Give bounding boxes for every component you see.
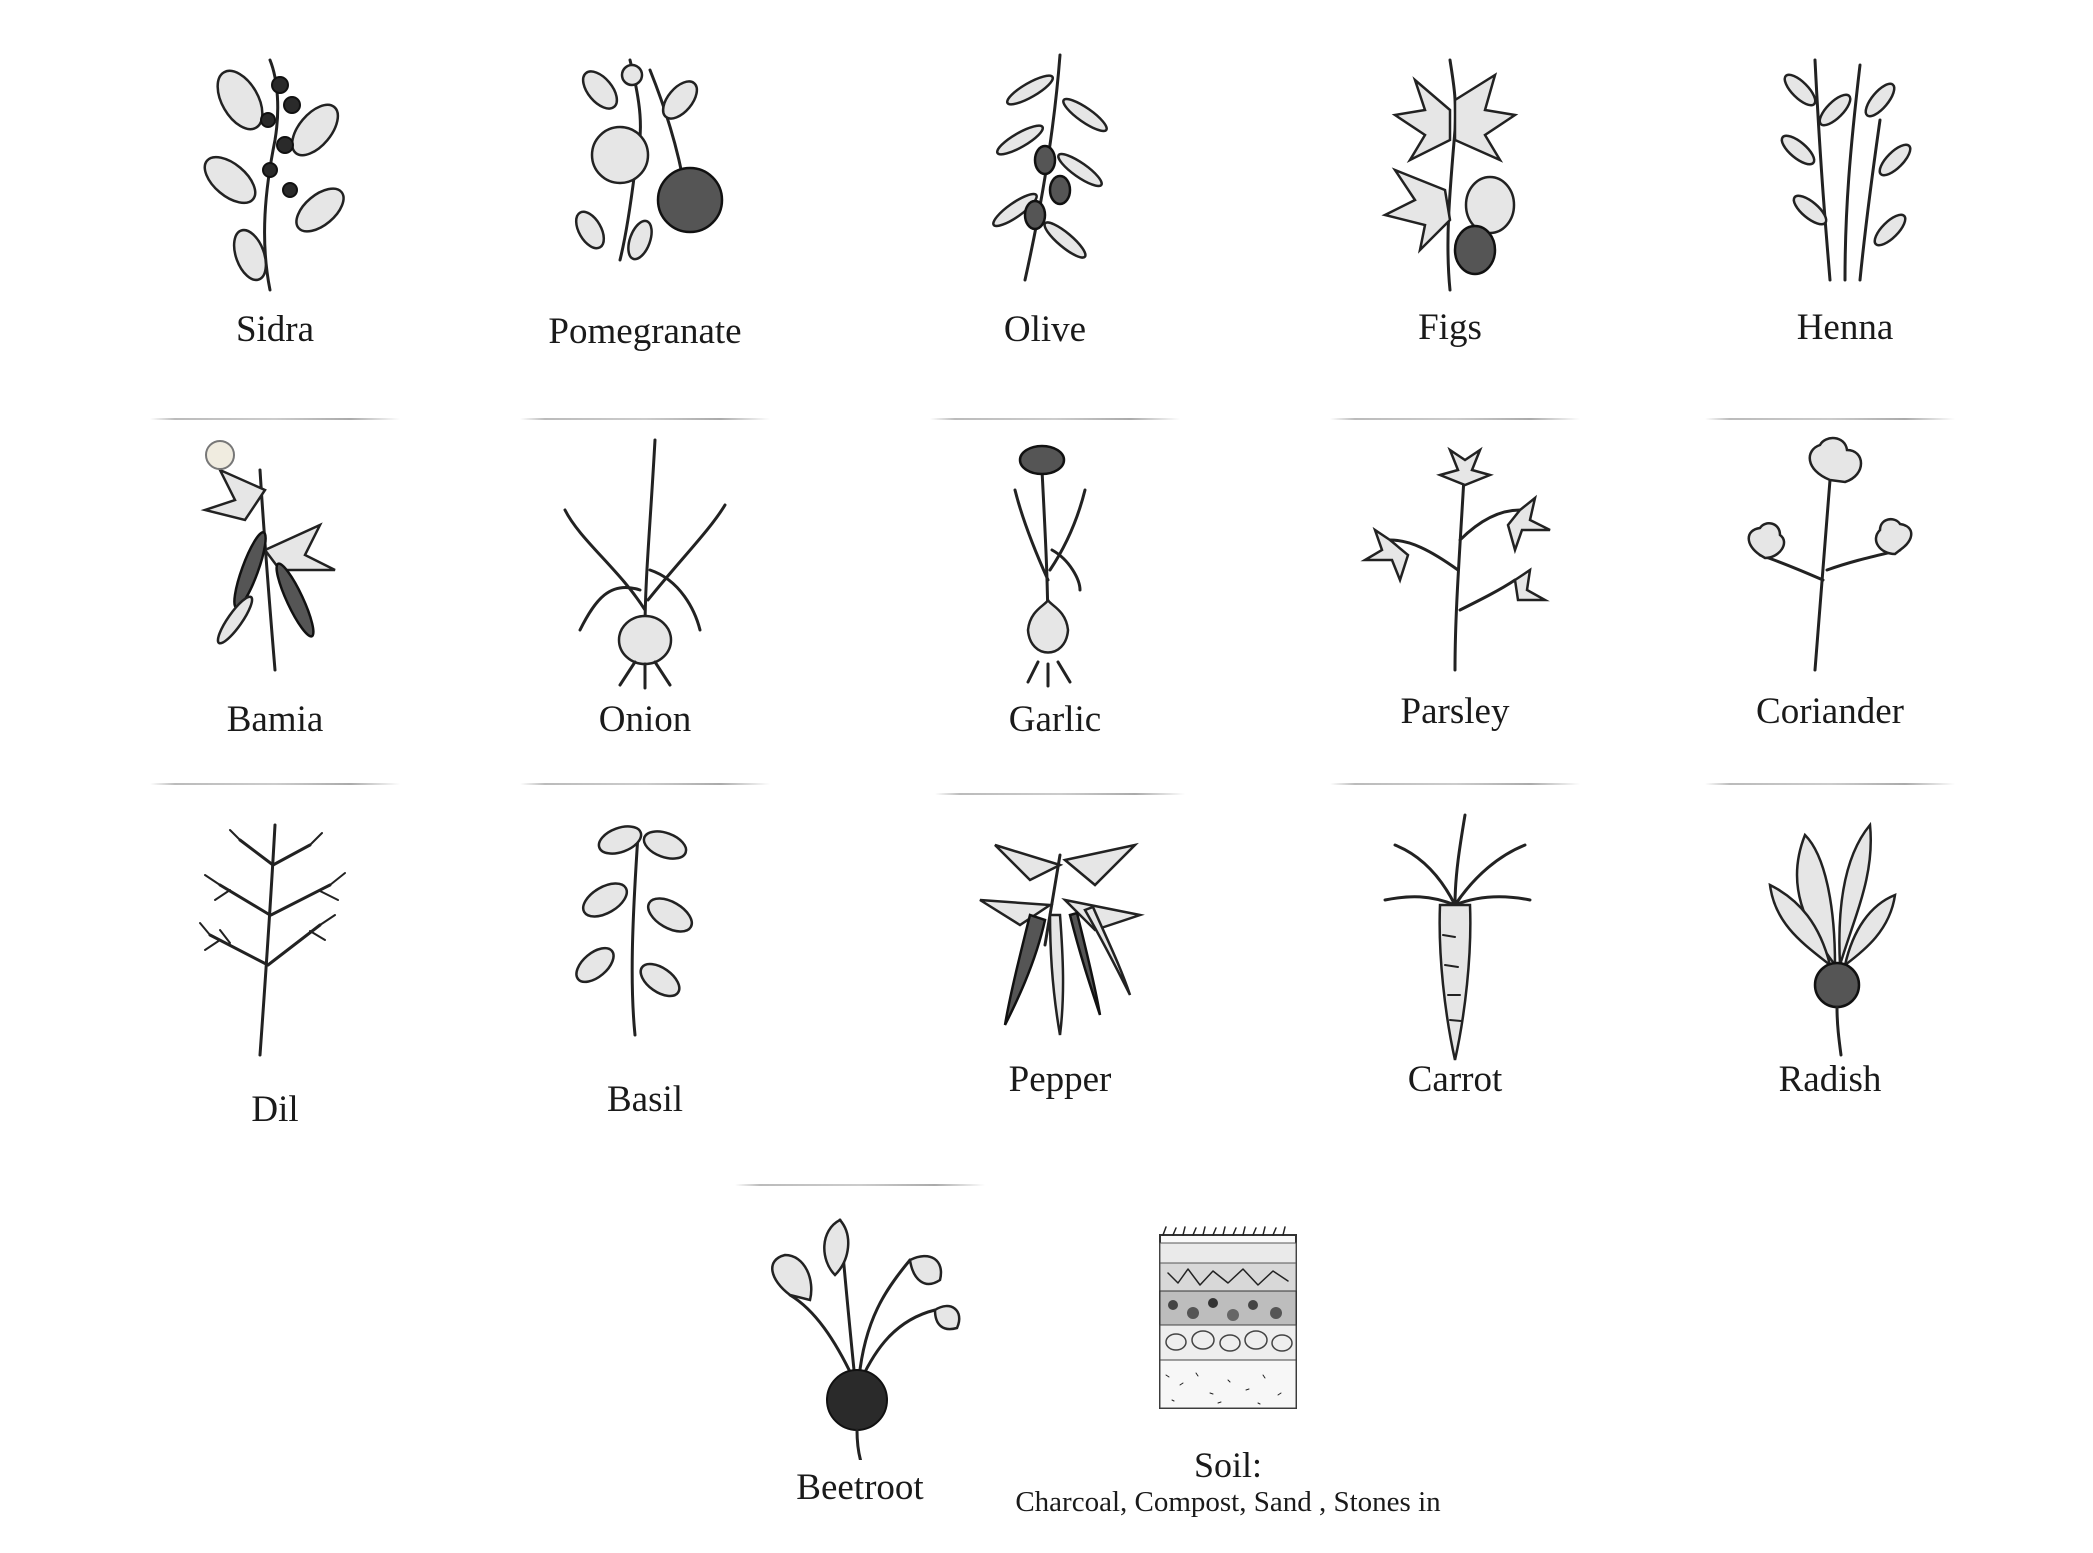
- plant-label: Bamia: [226, 699, 324, 740]
- plant-card-sidra: [150, 40, 400, 370]
- divider: [1705, 418, 1955, 420]
- henna-icon: [1720, 40, 1970, 300]
- plant-card-garlic: [930, 430, 1180, 760]
- plant-card-dil: [150, 805, 400, 1135]
- plant-label: Basil: [606, 1079, 684, 1120]
- divider: [520, 783, 770, 785]
- divider: [935, 793, 1185, 795]
- beetroot-icon: [735, 1200, 985, 1460]
- coriander-icon: [1705, 430, 1955, 690]
- plant-label: Garlic: [1008, 699, 1102, 740]
- plant-label: Pomegranate: [548, 311, 742, 352]
- figs-icon: [1325, 40, 1575, 300]
- divider: [1705, 783, 1955, 785]
- plant-card-coriander: [1705, 430, 1955, 760]
- olive-icon: [920, 40, 1170, 300]
- plant-card-olive: [920, 40, 1170, 370]
- plant-label: Parsley: [1400, 691, 1510, 732]
- divider: [930, 418, 1180, 420]
- divider: [1330, 418, 1580, 420]
- divider: [150, 783, 400, 785]
- soil-title: Soil:: [1193, 1445, 1263, 1485]
- plant-card-carrot: [1330, 805, 1580, 1135]
- pomegranate-icon: [520, 40, 770, 300]
- plant-card-bamia: [150, 430, 400, 760]
- divider: [520, 418, 770, 420]
- plant-label: Carrot: [1407, 1059, 1503, 1100]
- garlic-icon: [930, 430, 1180, 690]
- plant-label: Radish: [1778, 1059, 1882, 1100]
- bamia-icon: [150, 430, 400, 690]
- plant-label: Coriander: [1756, 691, 1904, 732]
- plant-card-onion: [520, 430, 770, 760]
- plant-label: Henna: [1796, 307, 1894, 348]
- dil-icon: [150, 805, 400, 1065]
- carrot-icon: [1330, 805, 1580, 1065]
- plant-label: Olive: [1003, 309, 1087, 350]
- sidra-icon: [150, 40, 400, 300]
- parsley-icon: [1330, 430, 1580, 690]
- onion-icon: [520, 430, 770, 690]
- plant-card-parsley: [1330, 430, 1580, 760]
- plant-card-pepper: [935, 805, 1185, 1135]
- pepper-icon: [935, 805, 1185, 1065]
- plant-label: Onion: [598, 699, 692, 740]
- plant-card-figs: [1325, 40, 1575, 370]
- basil-icon: [520, 805, 770, 1065]
- plant-label: Dil: [251, 1089, 299, 1130]
- plant-label: Figs: [1418, 307, 1482, 348]
- soil-layers-text: Charcoal, Compost, Sand , Stones in: [1015, 1486, 1441, 1518]
- plant-label: Beetroot: [796, 1467, 924, 1508]
- divider: [1330, 783, 1580, 785]
- radish-icon: [1705, 805, 1955, 1065]
- plant-card-pomegranate: [520, 40, 770, 370]
- soil-layers-icon: [1158, 1225, 1298, 1410]
- divider: [150, 418, 400, 420]
- divider: [735, 1184, 985, 1186]
- plant-label: Sidra: [235, 309, 315, 350]
- plant-label: Pepper: [1008, 1059, 1112, 1100]
- plant-card-henna: [1720, 40, 1970, 370]
- plant-card-basil: [520, 805, 770, 1135]
- plant-card-radish: [1705, 805, 1955, 1135]
